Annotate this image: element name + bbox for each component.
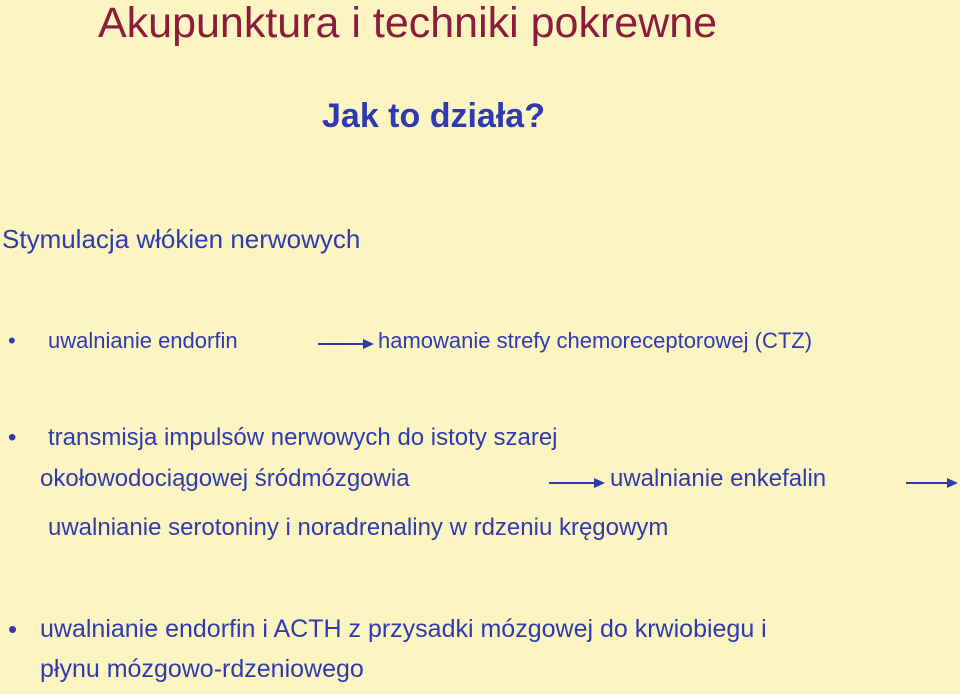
bullet-3-line-2: płynu mózgowo-rdzeniowego [40,655,364,683]
right-arrow-icon [906,475,958,491]
bullet-1-right-text: hamowanie strefy chemoreceptorowej (CTZ) [378,328,813,353]
bullet-2-line-1: transmisja impulsów nerwowych do istoty szarej [48,424,558,451]
bullet-2-line-3: uwalnianie serotoniny i noradrenaliny w rdzeniu kręgowym [48,514,669,541]
bullet-2-line-2-left: okołowodociągowej śródmózgowia [40,465,410,492]
slide-title: Akupunktura i techniki pokrewne [98,0,718,47]
bullet-1-left-text: uwalnianie endorfin [48,328,238,353]
right-arrow-icon [549,475,605,491]
bullet-dot-icon: • [8,424,17,451]
bullet-dot-icon: • [8,614,18,644]
right-arrow-icon [318,336,374,352]
slide-subtitle: Jak to działa? [322,97,545,135]
bullet-2-line-2-right: uwalnianie enkefalin [610,465,827,492]
bullet-3-line-1: uwalnianie endorfin i ACTH z przysadki mózgowej do krwiobiegu i [40,615,767,643]
bullet-dot-icon: • [8,328,16,353]
section-heading: Stymulacja włókien nerwowych [2,224,361,254]
